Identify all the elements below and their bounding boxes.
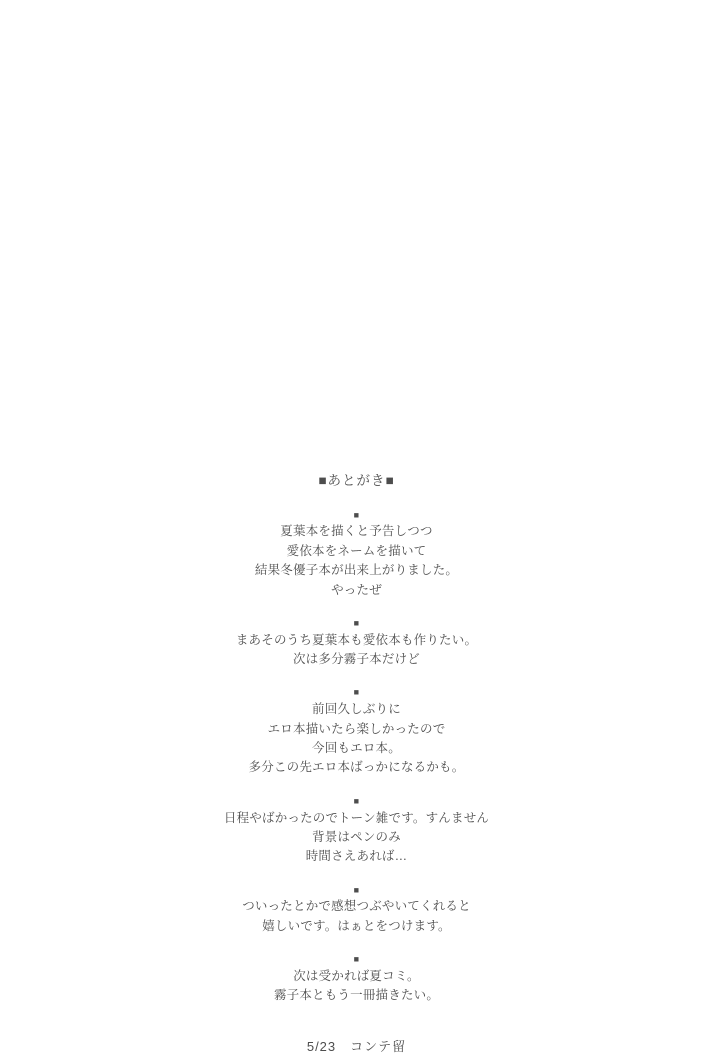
afterword-line: やったぜ bbox=[331, 582, 382, 597]
afterword-line: 次は多分霧子本だけど bbox=[292, 652, 420, 667]
afterword-block-6 bbox=[0, 954, 713, 1006]
afterword-block-5 bbox=[0, 885, 713, 937]
afterword-line: 嬉しいです。はぁとをつけます。 bbox=[262, 918, 451, 933]
afterword-line: まあそのうち夏葉本も愛依本も作りたい。 bbox=[235, 632, 478, 647]
afterword-line: エロ本描いたら楽しかったので bbox=[267, 721, 446, 736]
square-marker-icon: ■ bbox=[353, 687, 360, 698]
author-signature: 5/23 コンテ留 bbox=[306, 1038, 407, 1054]
afterword-line: 日程やばかったのでトーン雑です。すんません bbox=[223, 810, 490, 825]
afterword-line: 背景はペンのみ bbox=[312, 829, 401, 844]
square-marker-icon: ■ bbox=[353, 617, 360, 628]
afterword-line: 霧子本ともう一冊描きたい。 bbox=[273, 988, 440, 1003]
square-marker-icon: ■ bbox=[353, 795, 360, 806]
afterword-line: 次は受かれば夏コミ。 bbox=[293, 969, 420, 983]
afterword-block-1 bbox=[0, 510, 713, 600]
afterword-block-4 bbox=[0, 796, 713, 867]
afterword-heading: ■あとがき■ bbox=[318, 473, 395, 488]
afterword-block-3 bbox=[0, 687, 713, 777]
square-marker-icon: ■ bbox=[353, 884, 360, 895]
square-marker-icon: ■ bbox=[353, 954, 360, 965]
afterword-line: 今回もエロ本。 bbox=[312, 740, 401, 755]
afterword-line: 時間さえあれば… bbox=[305, 849, 408, 864]
afterword-line: 夏葉本を描くと予告しつつ bbox=[280, 524, 433, 539]
afterword-line: 前回久しぶりに bbox=[312, 702, 401, 717]
afterword-block-2 bbox=[0, 618, 713, 670]
square-marker-icon: ■ bbox=[353, 509, 360, 520]
afterword-line: 多分この先エロ本ばっかになるかも。 bbox=[248, 760, 465, 775]
afterword-line: ついったとかで感想つぶやいてくれると bbox=[242, 899, 471, 914]
afterword-line: 結果冬優子本が出来上がりました。 bbox=[254, 563, 459, 578]
afterword-line: 愛依本をネームを描いて bbox=[286, 543, 427, 558]
